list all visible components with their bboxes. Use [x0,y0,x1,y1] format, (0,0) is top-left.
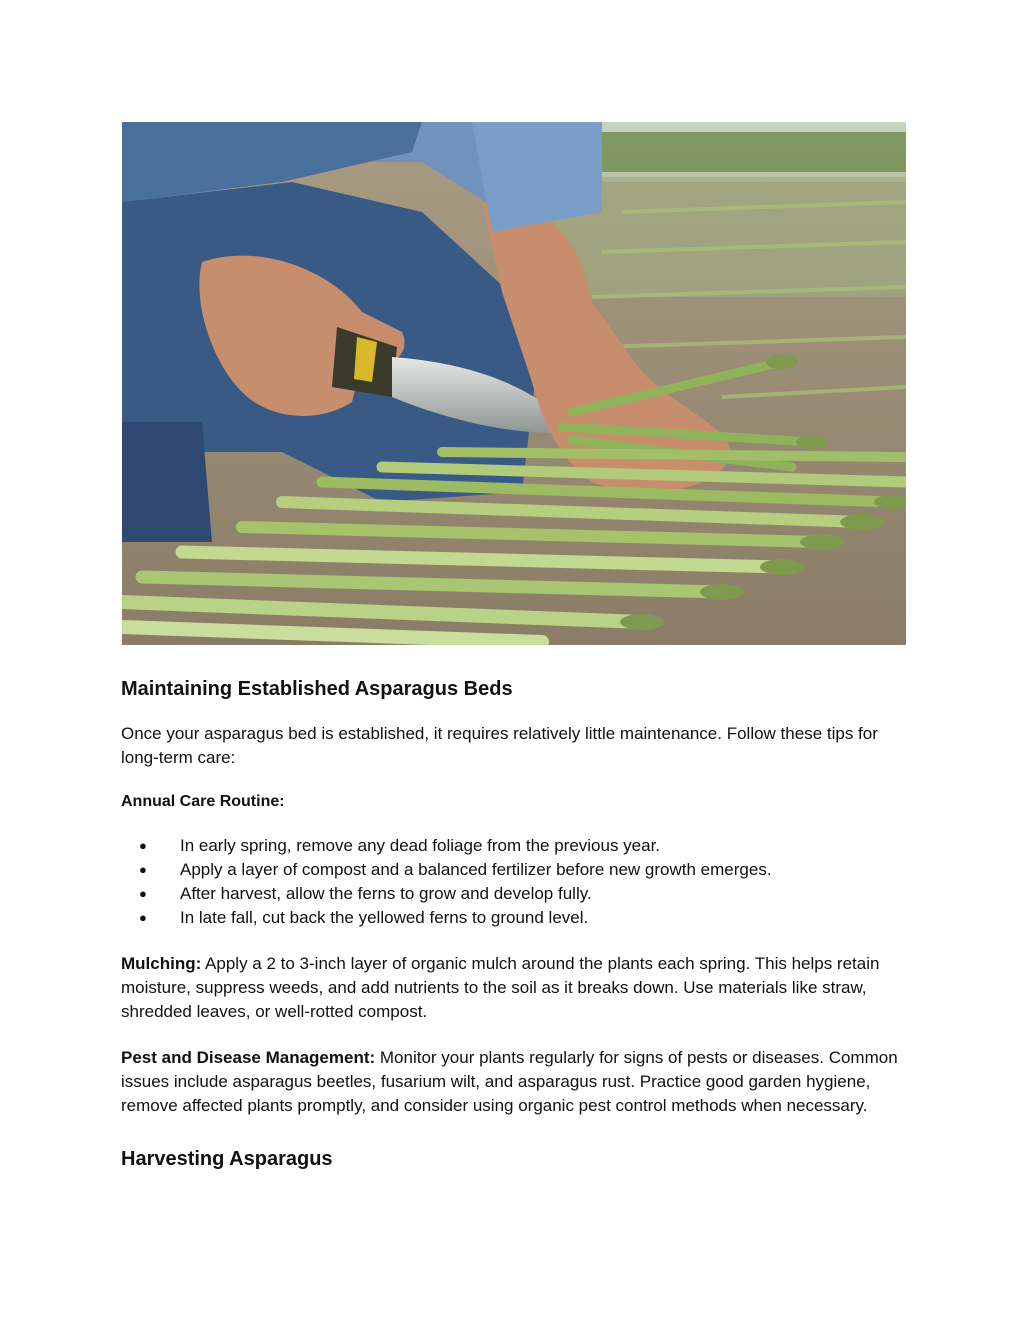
mulching-text: Apply a 2 to 3-inch layer of organic mulch around the plants each spring. This helps retain moisture, suppress weeds, and add nutrients to the soil as it breaks down. Use materials like straw, shredded leaves, or well-rotted compost. [121,954,880,1021]
list-item: ● Apply a layer of compost and a balanced fertilizer before new growth emerges. [121,858,911,882]
annual-care-label: Annual Care Routine: [121,793,285,810]
intro-paragraph: Once your asparagus bed is established, it requires relatively little maintenance. Follow these tips for long-term care: [121,724,878,767]
pest-text: Monitor your plants regularly for signs of pests or diseases. Common issues include asparagus beetles, fusarium wilt, and asparagus rust. Practice good garden hygiene, remove affected plants promptly, and consider using organic pest control methods when necessary. [121,1048,898,1115]
mulching-paragraph [121,952,911,1024]
section-heading-harvesting: Harvesting Asparagus [121,1148,333,1170]
list-item: ● In early spring, remove any dead foliage from the previous year. [121,834,911,858]
list-item: ● In late fall, cut back the yellowed ferns to ground level. [121,906,911,930]
article-content [121,672,911,1176]
pest-paragraph [121,1046,911,1118]
list-item: ● After harvest, allow the ferns to grow and develop fully. [121,882,911,906]
section-heading-maintaining: Maintaining Established Asparagus Beds [121,678,513,700]
pest-label: Pest and Disease Management: [121,1048,376,1067]
asparagus-harvest-photo [122,122,906,645]
annual-care-list [121,834,911,930]
mulching-label: Mulching: [121,954,202,973]
